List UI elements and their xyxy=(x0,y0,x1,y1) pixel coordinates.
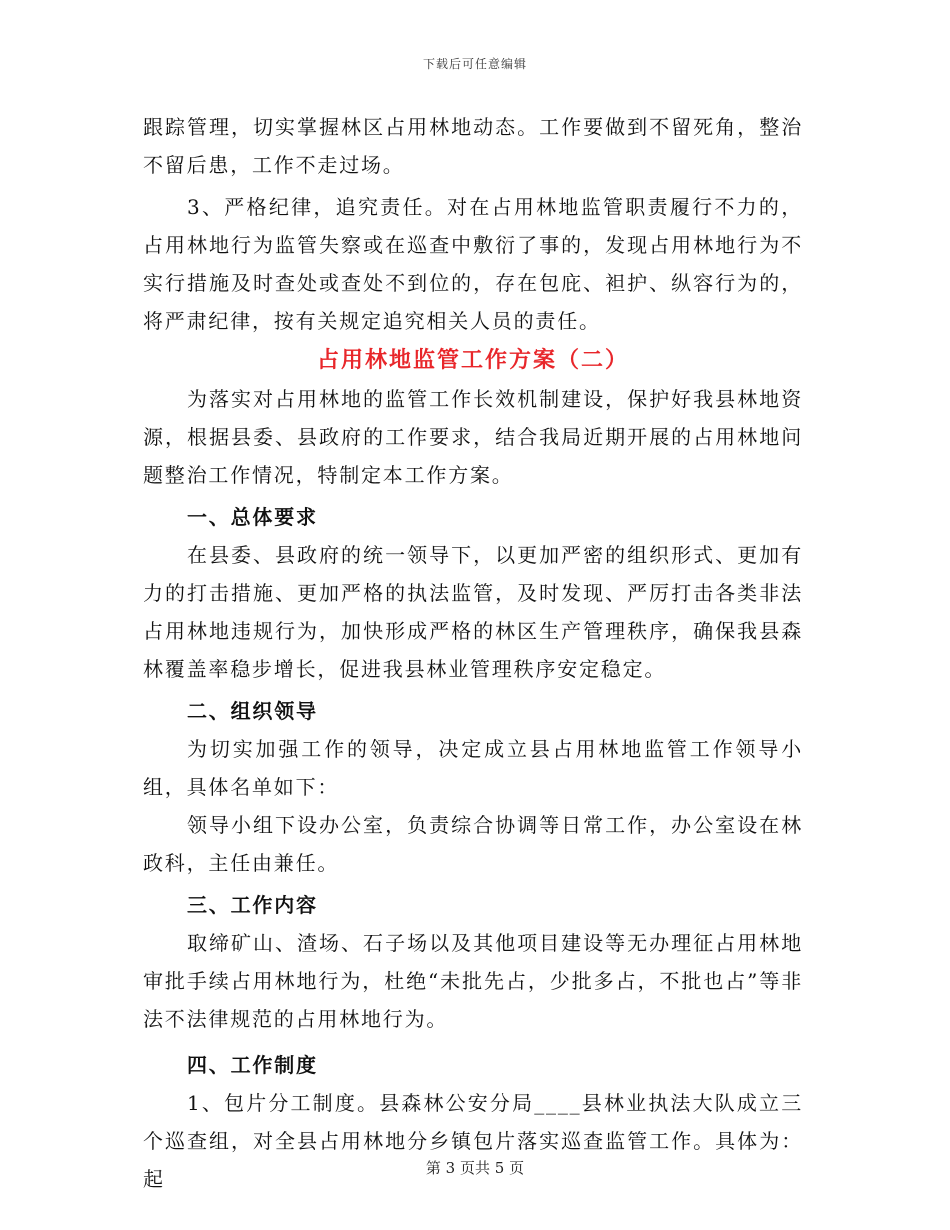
page-footer: 第 3 页共 5 页 xyxy=(425,1159,525,1177)
page-header: 下载后可任意编辑 xyxy=(422,57,527,71)
section-heading-content: 三、工作内容 xyxy=(187,893,318,917)
paragraph-general: 在县委、县政府的统一领导下，以更加严密的组织形式、更加有力的打击措施、更加严格的执法监管，及时发现、严厉打击各类非法占用林地违规行为，加快形成严格的林区生产管理秩序，确保我县森林覆盖率稳步增长，促进我县林业管理秩序安定稳定。 xyxy=(143,543,803,681)
document-title: 占用林地监管工作方案（二） xyxy=(316,347,629,373)
paragraph-content: 取缔矿山、渣场、石子场以及其他项目建设等无办理征占用林地审批手续占用林地行为，杜绝“未批先占，少批多占，不批也占”等非法不法律规范的占用林地行为。 xyxy=(143,931,803,1031)
paragraph-organization: 为切实加强工作的领导，决定成立县占用林地监管工作领导小组，具体名单如下： xyxy=(143,737,803,799)
document-body xyxy=(143,108,803,1198)
paragraph-discipline: 3、严格纪律，追究责任。对在占用林地监管职责履行不力的，占用林地行为监管失察或在巡查中敷衍了事的，发现占用林地行为不实行措施及时查处或查处不到位的，存在包庇、袒护、纵容行为的，将严肃纪律，按有关规定追究相关人员的责任。 xyxy=(143,195,803,333)
paragraph-continued: 跟踪管理，切实掌握林区占用林地动态。工作要做到不留死角，整治不留后患，工作不走过场。 xyxy=(143,115,803,177)
section-heading-general: 一、总体要求 xyxy=(187,505,318,529)
section-heading-system: 四、工作制度 xyxy=(187,1053,318,1077)
paragraph-system: 1、包片分工制度。县森林公安分局____县林业执法大队成立三个巡查组，对全县占用林地分乡镇包片落实巡查监管工作。具体为：起 xyxy=(143,1091,803,1191)
paragraph-intro: 为落实对占用林地的监管工作长效机制建设，保护好我县林地资源，根据县委、县政府的工作要求，结合我局近期开展的占用林地问题整治工作情况，特制定本工作方案。 xyxy=(143,387,803,487)
paragraph-office: 领导小组下设办公室，负责综合协调等日常工作，办公室设在林政科，主任由兼任。 xyxy=(143,813,803,875)
section-heading-organization: 二、组织领导 xyxy=(187,699,318,723)
